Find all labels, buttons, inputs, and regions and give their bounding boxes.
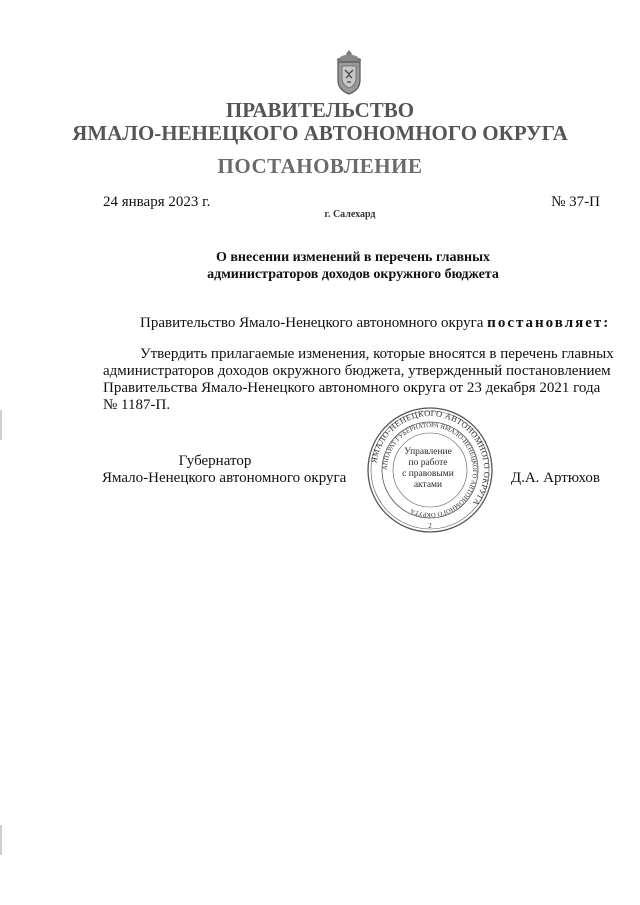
stamp-center-line-4: актами: [413, 480, 443, 490]
scan-edge-mark: [0, 825, 2, 855]
document-type: ПОСТАНОВЛЕНИЕ: [217, 154, 423, 178]
stamp-center-text: [386, 447, 470, 491]
stamp-center-line-1: Управление: [404, 447, 452, 457]
document-city: г. Салехард: [324, 209, 376, 220]
body-line-2: администраторов доходов окружного бюджета, утвержденный постановлением: [103, 363, 611, 379]
coat-of-arms-icon: [330, 48, 368, 96]
region-title: ЯМАЛО-НЕНЕЦКОГО АВТОНОМНОГО ОКРУГА: [72, 121, 568, 145]
government-title: ПРАВИТЕЛЬСТВО: [225, 98, 415, 122]
stamp-inner-text: АППАРАТ ГУБЕРНАТОРА ЯМАЛО-НЕНЕЦКОГО АВТОНОМНОГО ОКРУГА: [381, 421, 479, 519]
body-line-1: Утвердить прилагаемые изменения, которые вносятся в перечень главных: [140, 346, 614, 362]
signatory-region: Ямало-Ненецкого автономного округа: [102, 470, 347, 486]
signatory-name: Д.А. Артюхов: [510, 470, 600, 486]
document-date: 24 января 2023 г.: [103, 194, 211, 210]
signatory-position: Губернатор: [178, 453, 252, 469]
document-subject-line-2: администраторов доходов окружного бюджета: [207, 267, 499, 282]
scan-edge-mark: [0, 410, 2, 440]
body-line-4: № 1187-П.: [103, 397, 171, 413]
document-number: № 37-П: [551, 194, 600, 210]
resolution-verb: постановляет:: [487, 315, 611, 331]
resolution-intro-text: Правительство Ямало-Ненецкого автономного округа: [140, 315, 484, 331]
stamp-number: 2: [428, 522, 432, 530]
stamp-center-line-2: по работе: [408, 458, 448, 468]
document-subject-line-1: О внесении изменений в перечень главных: [215, 250, 491, 265]
resolution-intro: [140, 314, 610, 332]
body-line-3: Правительства Ямало-Ненецкого автономного округа от 23 декабря 2021 года: [103, 380, 601, 396]
stamp-center-line-3: с правовыми: [402, 469, 454, 479]
stamp-outer-text: ЯМАЛО-НЕНЕЦКОГО АВТОНОМНОГО ОКРУГА: [368, 407, 493, 508]
